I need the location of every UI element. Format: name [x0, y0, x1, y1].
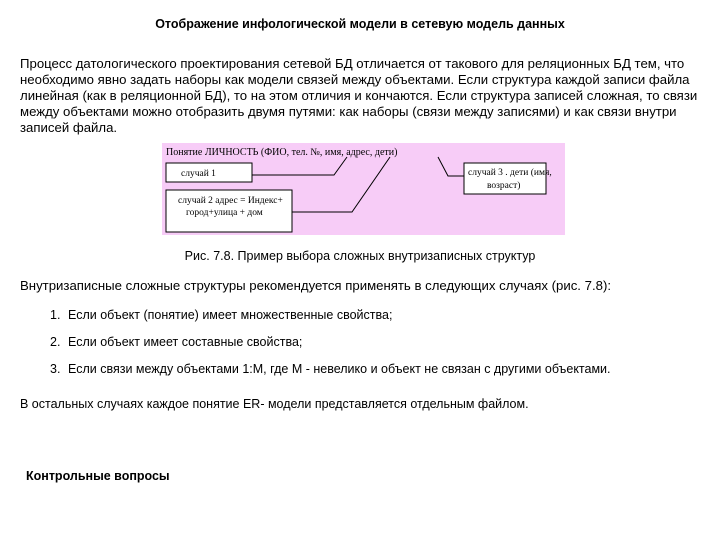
figure-svg	[162, 143, 565, 235]
list-item-text: Если связи между объектами 1:М, где М - невелико и объект не связан с другими объектами.	[68, 362, 611, 376]
case2-text-line1: случай 2 адрес = Индекс+	[178, 196, 283, 206]
case3-text-line2: возраст)	[487, 181, 521, 191]
figure-caption: Рис. 7.8. Пример выбора сложных внутризаписных структур	[184, 249, 536, 263]
list-item-text: Если объект (понятие) имеет множественные свойства;	[68, 308, 393, 322]
case2-text-line2: город+улица + дом	[186, 208, 263, 218]
list-item-number: 2.	[50, 335, 61, 349]
intro-paragraph: Процесс датологического проектирования сетевой БД отличается от такового для реляционных БД тем, что необходимо явно задать наборы как модели связей между объектами. Если структура каждой записи файла линейная (как в реляционной БД), то на этом отличия и кончаются. Если структура записей сложная, то связи между объектами можно отобразить двумя путями: как наборы (связи между записями) и как связи внутри записей файла.	[20, 56, 698, 135]
page-title: Отображение инфологической модели в сетевую модель данных	[155, 17, 565, 31]
list-item	[50, 362, 710, 376]
list-item-number: 1.	[50, 308, 61, 322]
figure-header-text: Понятие ЛИЧНОСТЬ (ФИО, тел. №, имя, адрес, дети)	[166, 147, 398, 158]
list-item	[50, 335, 710, 349]
conclusion-paragraph: В остальных случаях каждое понятие ER- модели представляется отдельным файлом.	[20, 397, 529, 411]
connector-line-3	[438, 157, 464, 176]
connector-line-1	[252, 157, 347, 175]
recommendation-paragraph: Внутризаписные сложные структуры рекомендуется применять в следующих случаях (рис. 7.8):	[20, 278, 612, 293]
case1-text: случай 1	[181, 169, 216, 179]
list-item	[50, 308, 710, 322]
list-item-text: Если объект имеет составные свойства;	[68, 335, 303, 349]
figure-diagram	[162, 143, 565, 235]
list-item-number: 3.	[50, 362, 61, 376]
case3-text-line1: случай 3 . дети (имя,	[468, 168, 552, 178]
control-questions-heading: Контрольные вопросы	[26, 469, 170, 483]
